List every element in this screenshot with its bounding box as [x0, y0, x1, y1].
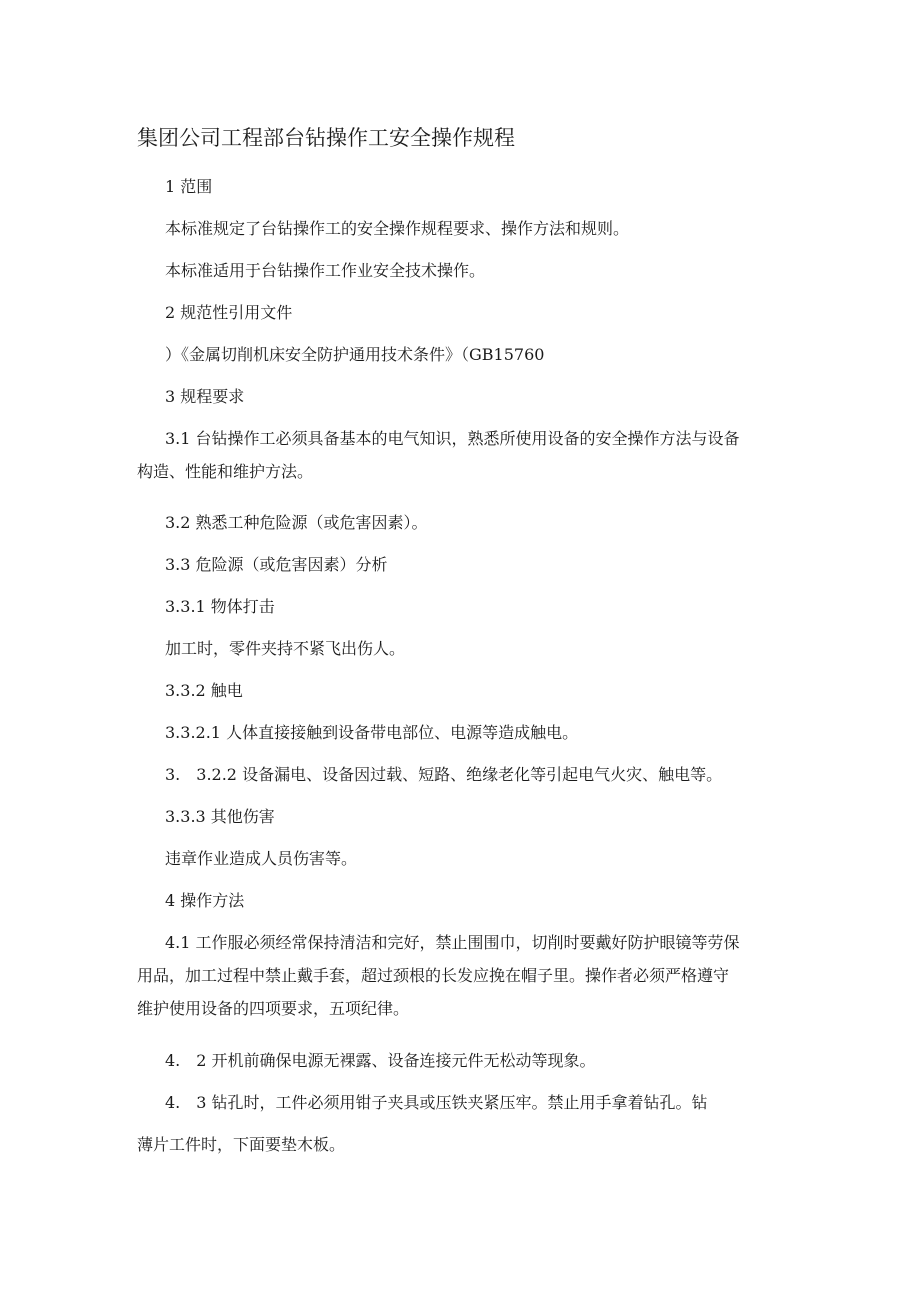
clause-4-1-line-3: 维护使用设备的四项要求，五项纪律。 [137, 999, 410, 1018]
clause-3-3-2-2: 3. 3.2.2 设备漏电、设备因过载、短路、绝缘老化等引起电气火灾、触电等。 [165, 765, 723, 784]
clause-3-3-1: 3.3.1 物体打击 [165, 597, 275, 616]
clause-4-1 [137, 926, 797, 1025]
clause-4-1-line-1: 4.1 工作服必须经常保持清洁和完好，禁止围围巾，切削时要戴好防护眼镜等劳保 [165, 933, 740, 952]
clause-3-3-3-body: 违章作业造成人员伤害等。 [165, 849, 358, 868]
clause-3-1 [137, 422, 797, 488]
scope-paragraph-2: 本标准适用于台钻操作工作业安全技术操作。 [165, 261, 486, 280]
clause-3-3-2-1: 3.3.2.1 人体直接接触到设备带电部位、电源等造成触电。 [165, 723, 579, 742]
clause-3-1-line-1: 3.1 台钻操作工必须具备基本的电气知识，熟悉所使用设备的安全操作方法与设备 [165, 429, 740, 448]
clause-3-3: 3.3 危险源（或危害因素）分析 [165, 555, 388, 574]
reference-document: ）《金属切削机床安全防护通用技术条件》（GB15760 [165, 345, 545, 364]
section-2-heading: 2 规范性引用文件 [165, 303, 293, 322]
clause-3-1-line-2: 构造、性能和维护方法。 [137, 462, 314, 481]
clause-4-2: 4. 2 开机前确保电源无裸露、设备连接元件无松动等现象。 [165, 1051, 596, 1070]
clause-4-3-line-2: 薄片工件时，下面要垫木板。 [137, 1135, 346, 1154]
clause-3-3-3: 3.3.3 其他伤害 [165, 807, 275, 826]
scope-paragraph-1: 本标准规定了台钻操作工的安全操作规程要求、操作方法和规则。 [165, 219, 630, 238]
clause-3-3-1-body: 加工时，零件夹持不紧飞出伤人。 [165, 639, 406, 658]
clause-3-3-2: 3.3.2 触电 [165, 681, 243, 700]
clause-4-3-line-1: 4. 3 钻孔时，工件必须用钳子夹具或压铁夹紧压牢。禁止用手拿着钻孔。钻 [165, 1093, 708, 1112]
clause-3-2: 3.2 熟悉工种危险源（或危害因素）。 [165, 513, 428, 532]
section-1-heading: 1 范围 [165, 177, 213, 196]
section-3-heading: 3 规程要求 [165, 387, 245, 406]
document-title: 集团公司工程部台钻操作工安全操作规程 [137, 126, 515, 150]
section-4-heading: 4 操作方法 [165, 891, 245, 910]
clause-4-1-line-2: 用品，加工过程中禁止戴手套，超过颈根的长发应挽在帽子里。操作者必须严格遵守 [137, 966, 730, 985]
clause-4-3 [137, 1086, 797, 1161]
